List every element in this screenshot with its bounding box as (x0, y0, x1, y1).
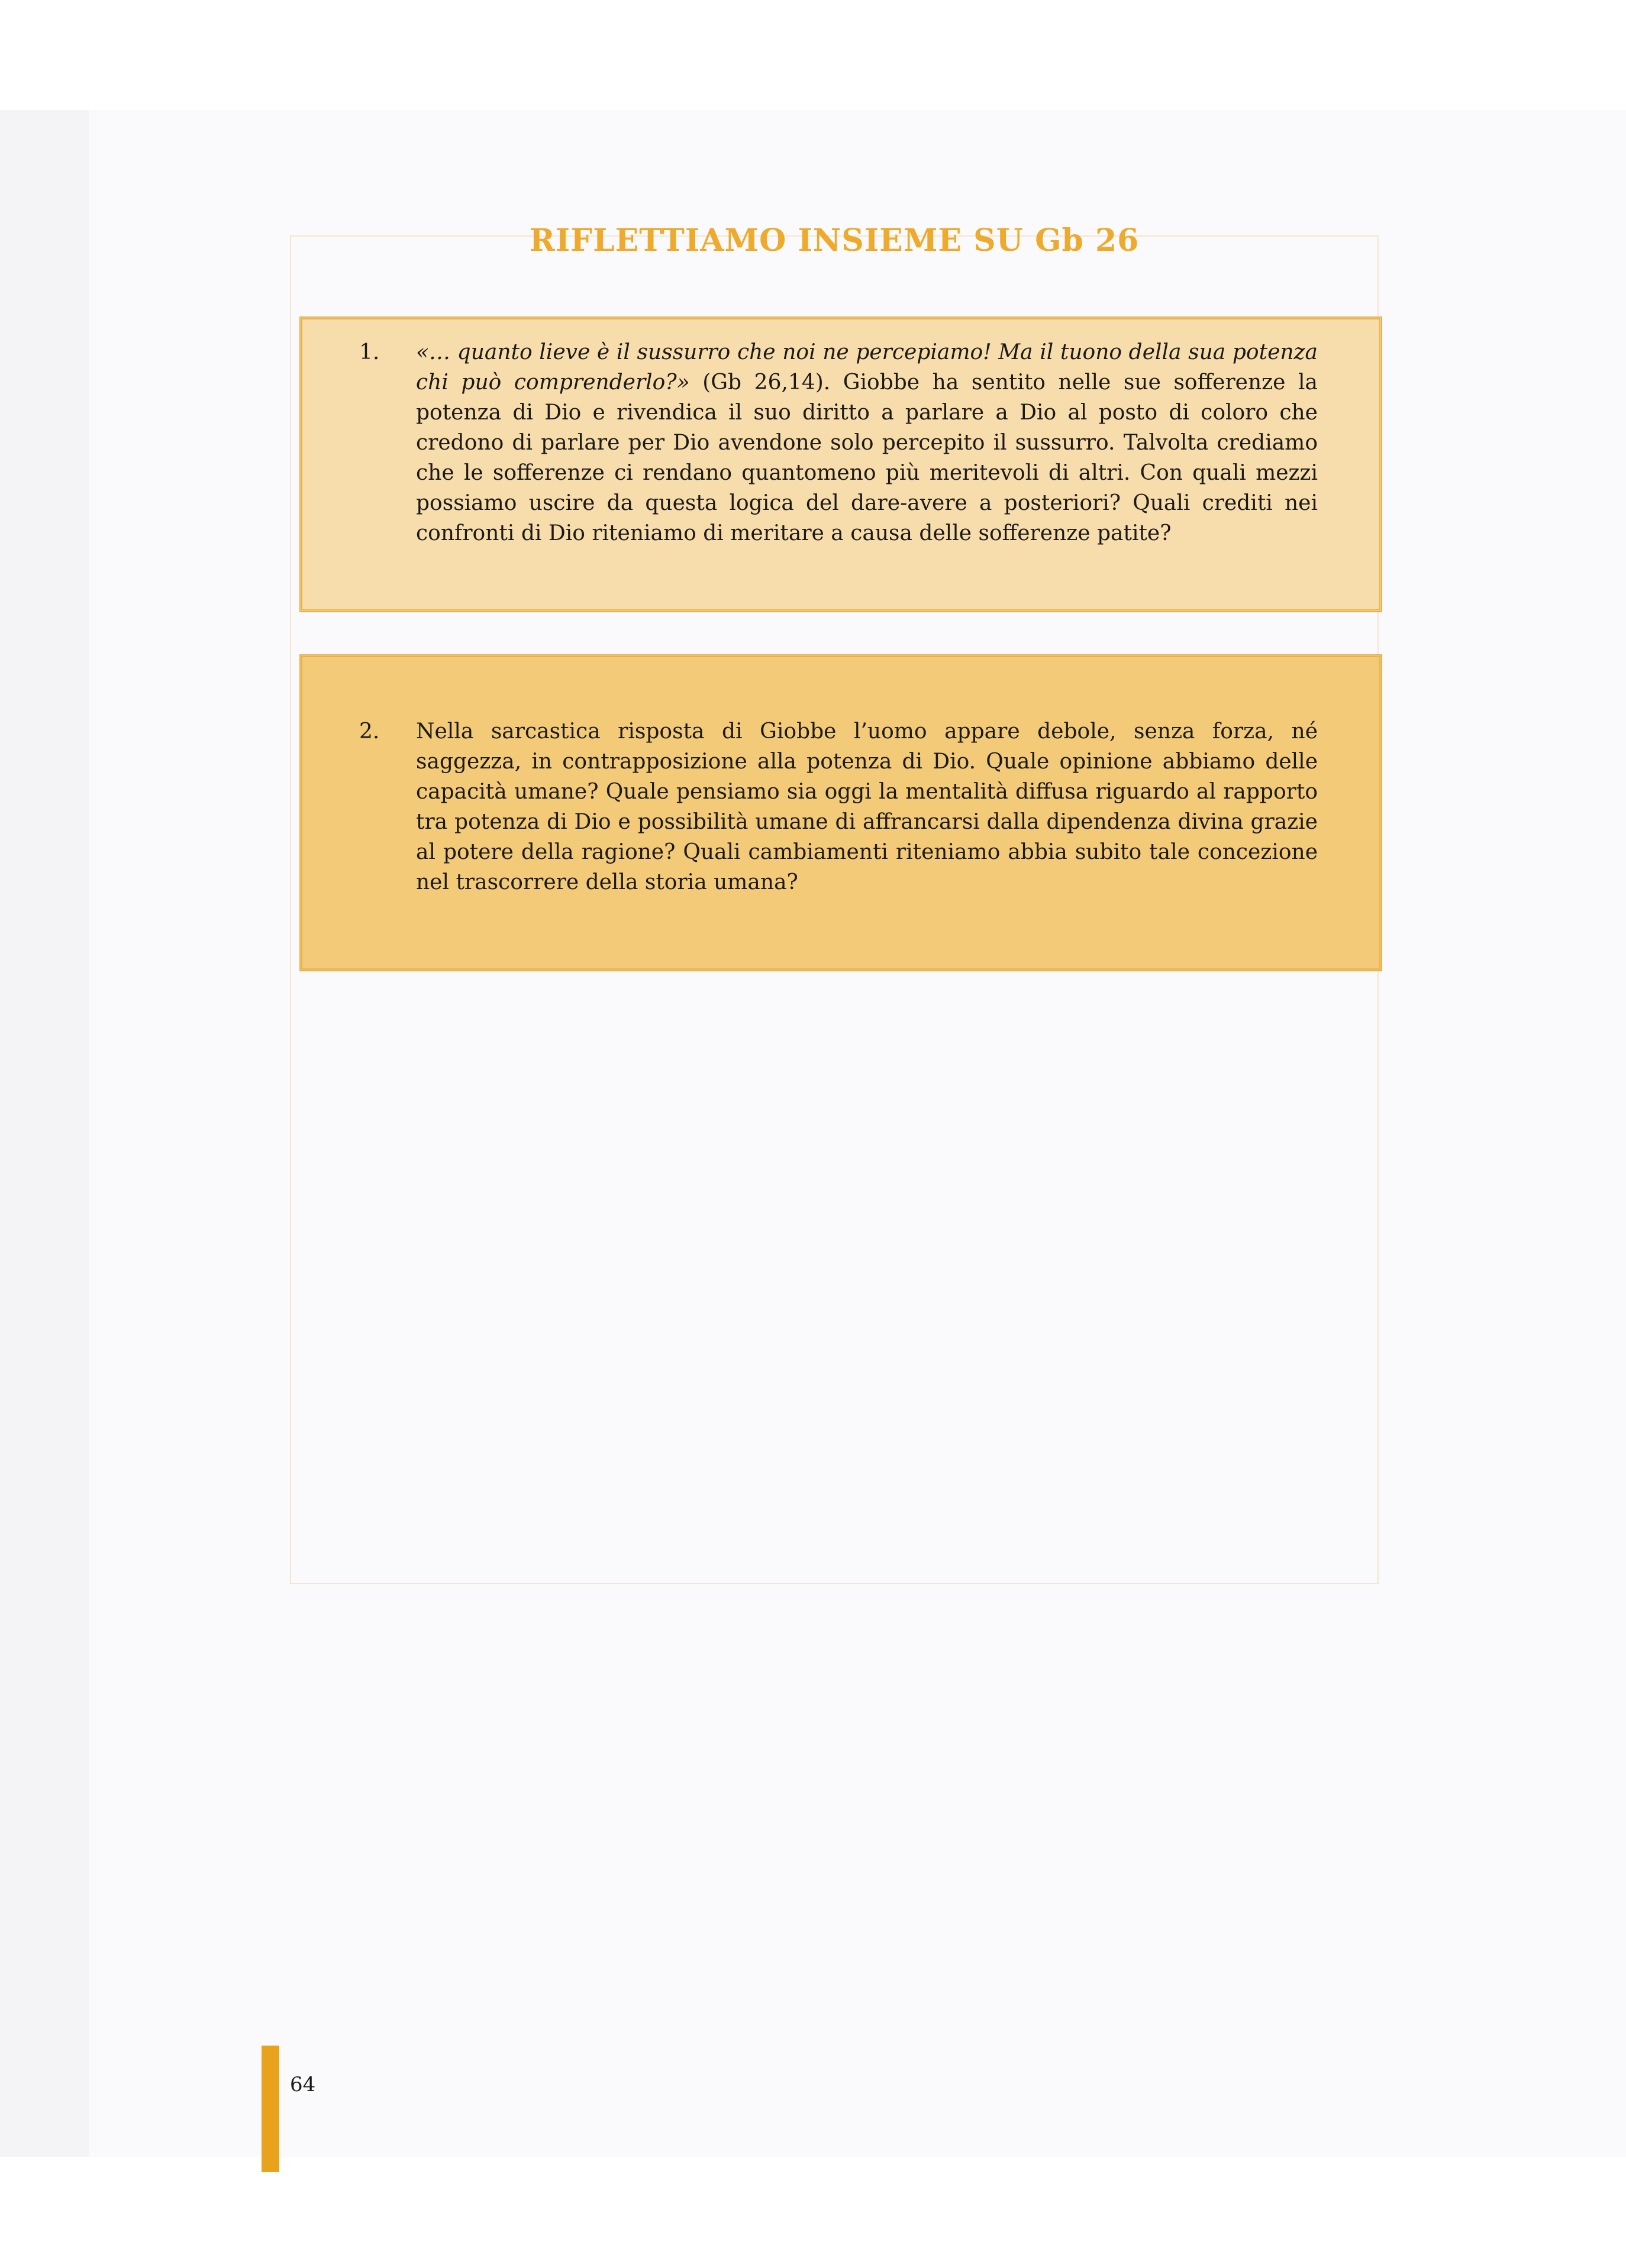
scan-background-top (0, 0, 1626, 110)
question-item-1 (359, 337, 1318, 548)
question-quote: «… quanto lieve è il sussurro che noi ne percepiamo! Ma il tuono della sua potenza chi può comprenderlo?» (416, 340, 1318, 395)
scan-background-bottom (0, 2157, 1626, 2268)
question-item-2 (359, 716, 1318, 897)
question-body: (Gb 26,14). Giobbe ha sentito nelle sue sofferenze la potenza di Dio e rivendica il suo diritto a parlare a Dio al posto di coloro che credono di parlare per Dio avendone solo percepito il sussurro. Talvolta crediamo che le sofferenze ci rendano quantomeno più meritevoli di altri. Con quali mezzi possiamo uscire da questa logica del dare-avere a posteriori? Quali crediti nei confronti di Dio riteniamo di meritare a causa delle sofferenze patite? (416, 370, 1318, 545)
question-number: 2. (359, 719, 380, 744)
question-number: 1. (359, 340, 380, 364)
question-body: Nella sarcastica risposta di Giobbe l’uomo appare debole, senza forza, né saggezza, in contrapposizione alla potenza di Dio. Quale opinione abbiamo delle capacità umane? Quale pensiamo sia oggi la mentalità diffusa riguardo al rapporto tra potenza di Dio e possibilità umane di affrancarsi dalla dipendenza divina grazie al potere della ragione? Quali cambiamenti riteniamo abbia subito tale concezione nel trascorrere della storia umana? (416, 719, 1318, 894)
page-number: 64 (290, 2073, 316, 2096)
question-text (416, 716, 1318, 897)
page-number-marker (262, 2046, 279, 2172)
question-box-1 (299, 316, 1382, 612)
page-title: RIFLETTIAMO INSIEME SU Gb 26 (529, 222, 1140, 259)
question-box-2 (299, 654, 1382, 971)
question-text (416, 337, 1318, 548)
